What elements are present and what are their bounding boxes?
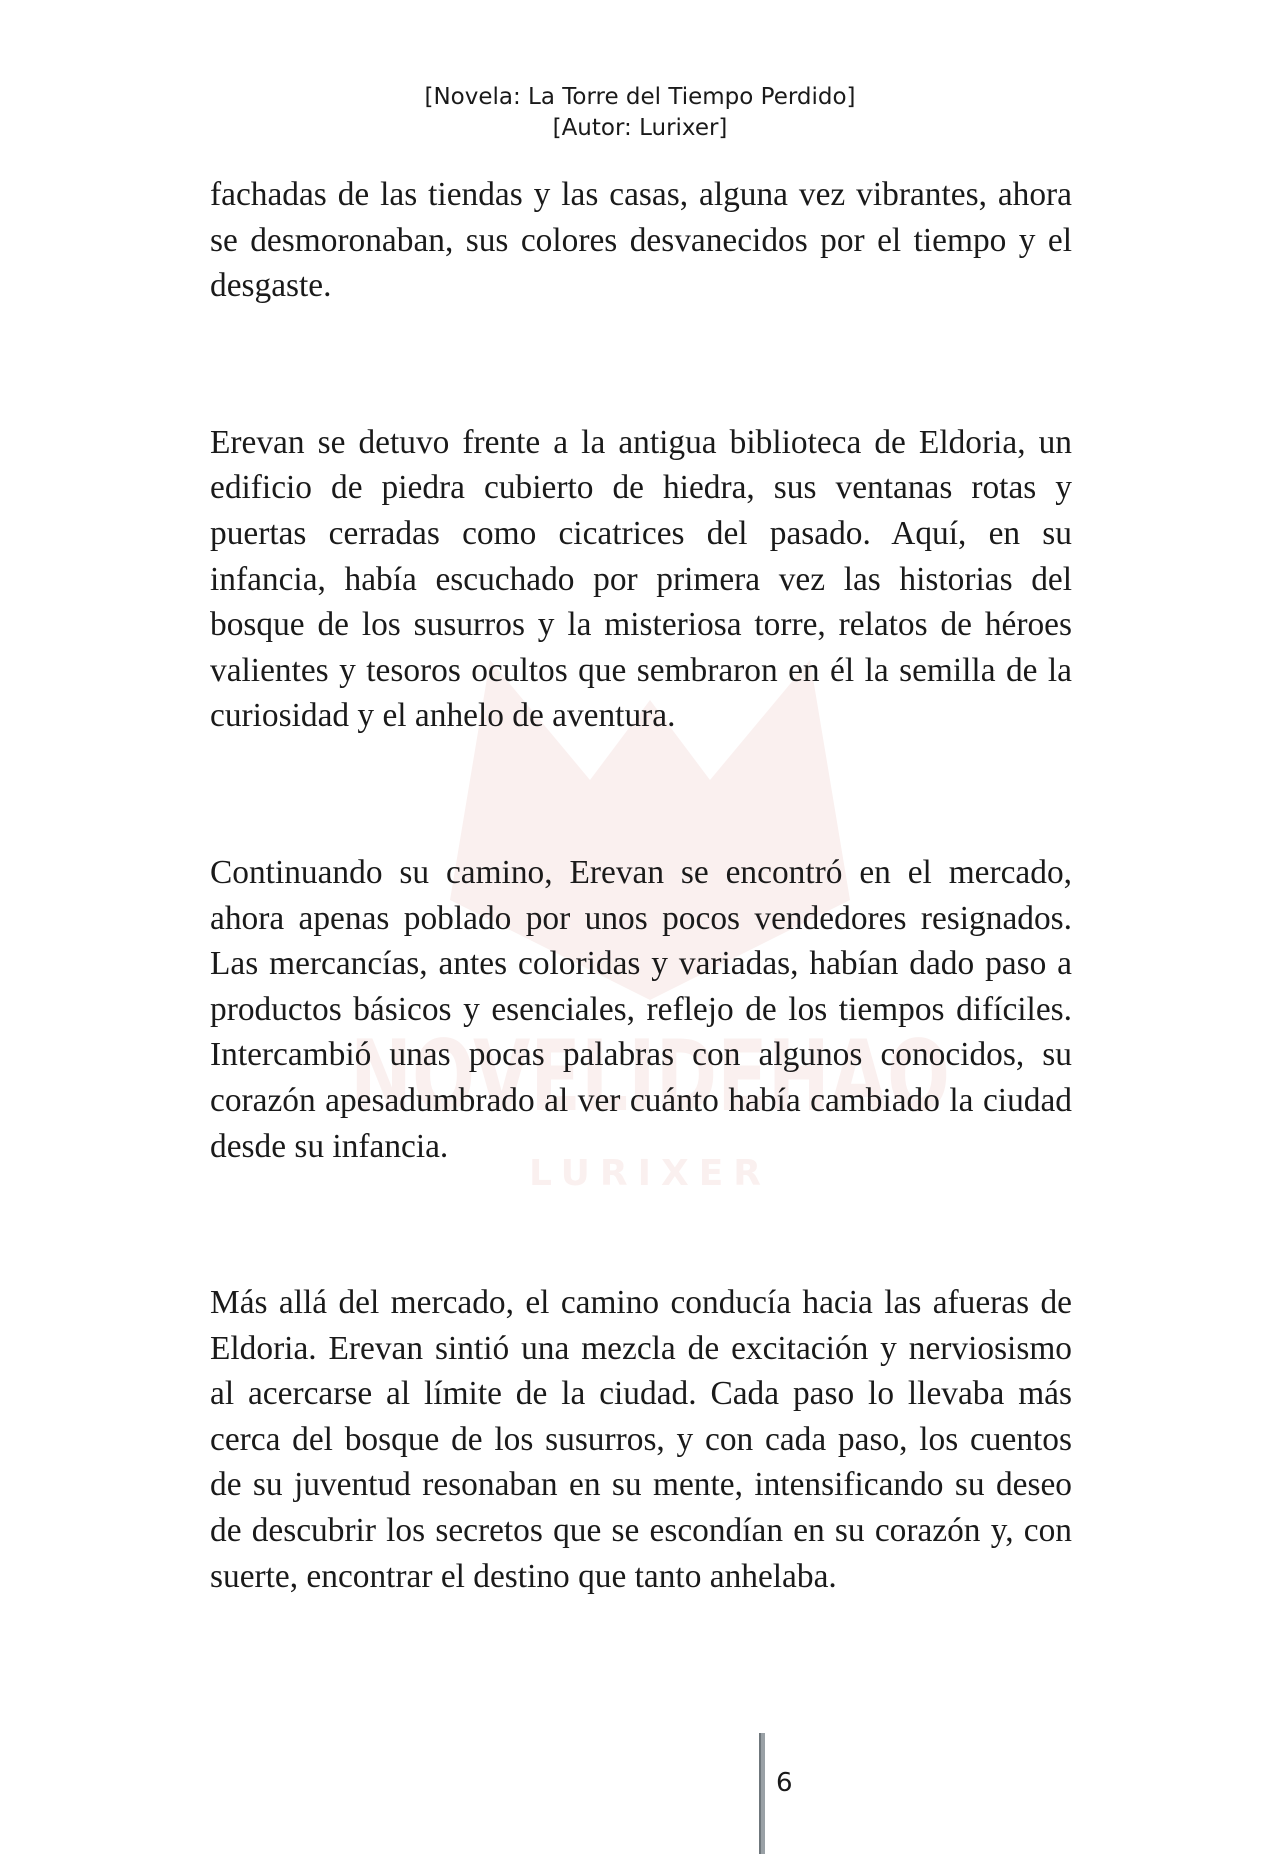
paragraph-4: Más allá del mercado, el camino conducía hacia las afueras de Eldoria. Erevan sintió una mezcla de excitación y nerviosismo al acercarse al límite de la ciudad. Cada paso lo llevaba más cerca del bosque de los susurros, y con cada paso, los cuentos de su juventud resonaban en su mente, intensificando su deseo de descubrir los secretos que se escondían en su corazón y, con suerte, encontrar el destino que tanto anhelaba.	[210, 1284, 1072, 1595]
body-text	[210, 172, 1072, 1599]
header-novel-title: [Novela: La Torre del Tiempo Perdido]	[424, 84, 856, 110]
paragraph-3: Continuando su camino, Erevan se encontró en el mercado, ahora apenas poblado por unos pocos vendedores resignados. Las mercancías, antes coloridas y variadas, habían dado paso a productos básicos y esenciales, reflejo de los tiempos difíciles. Intercambió unas pocas palabras con algunos conocidos, su corazón apesadumbrado al ver cuánto había cambiado la ciudad desde su infancia.	[210, 853, 1072, 1165]
footer-divider-bar	[759, 1733, 765, 1854]
paragraph-1: fachadas de las tiendas y las casas, alguna vez vibrantes, ahora se desmoronaban, sus colores desvanecidos por el tiempo y el desgaste.	[210, 176, 1072, 305]
watermark-text-main: NOVELIDEHAO	[350, 1020, 950, 1134]
page-header	[0, 82, 1280, 144]
header-author: [Autor: Lurixer]	[552, 115, 728, 141]
page-number: 6	[776, 1768, 793, 1798]
paragraph-2: Erevan se detuvo frente a la antigua biblioteca de Eldoria, un edificio de piedra cubierto de hiedra, sus ventanas rotas y puertas cerradas como cicatrices del pasado. Aquí, en su infancia, había escuchado por primera vez las historias del bosque de los susurros y la misteriosa torre, relatos de héroes valientes y tesoros ocultos que sembraron en él la semilla de la curiosidad y el anhelo de aventura.	[210, 423, 1072, 735]
watermark-text-sub: LURIXER	[528, 1153, 772, 1194]
